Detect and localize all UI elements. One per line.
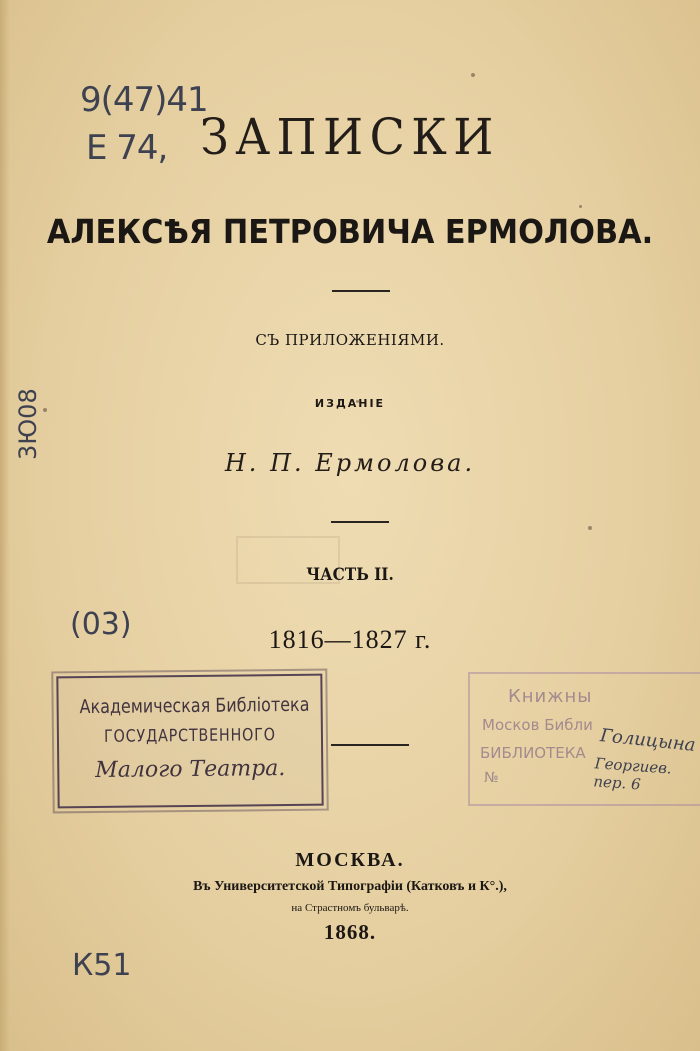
side-pencil-note: 3Ю08 <box>14 388 42 460</box>
book-title: ЗАПИСКИ <box>200 108 500 166</box>
appendices-line: СЪ ПРИЛОЖЕНІЯМИ. <box>255 331 445 349</box>
shelf-mark-line2: Е 74, <box>86 128 168 168</box>
owner-signature-line2: Георгиев. пер. 6 <box>592 754 673 794</box>
paper-spot <box>588 526 592 530</box>
imprint-year: 1868. <box>323 920 377 944</box>
book-stamp-number: № <box>484 770 499 786</box>
owner-signature-line1: Голицына <box>599 725 697 756</box>
paper-spot <box>356 400 359 403</box>
classification-code: (03) <box>70 607 132 642</box>
imprint-printer: Въ Университетской Типографіи (Катковъ и К°.), <box>193 879 507 894</box>
part-number: ЧАСТЬ II. <box>306 565 394 585</box>
divider-top <box>332 290 390 292</box>
imprint-street: на Страстномъ бульварѣ. <box>291 902 409 914</box>
book-stamp-line3: БИБЛИОТЕКА <box>480 744 586 762</box>
divider-bottom <box>331 744 409 746</box>
library-stamp-line1: Академическая Библіотека <box>79 693 310 719</box>
paper-spot <box>579 205 582 208</box>
shelf-mark-line1: 9(47)41 <box>80 80 208 120</box>
library-stamp <box>56 674 323 809</box>
book-stamp-line2: Москов Библи <box>482 716 593 734</box>
book-author: АЛЕКСѢЯ ПЕТРОВИЧА ЕРМОЛОВА. <box>46 212 654 251</box>
edition-label: ИЗДАНІЕ <box>314 397 386 410</box>
paper-spot <box>43 408 47 412</box>
paper-spot <box>471 73 475 77</box>
faded-book-stamp <box>468 672 700 806</box>
years-range: 1816—1827 г. <box>268 625 432 654</box>
book-stamp-line1: Книжны <box>508 686 593 707</box>
imprint-city: МОСКВА. <box>295 849 405 871</box>
library-stamp-line3: Малого Театра. <box>95 756 286 783</box>
library-stamp-line2: ГОСУДАРСТВЕННОГО <box>103 725 276 747</box>
bottom-pencil-note: К51 <box>72 948 132 983</box>
editor-name: Н. П. Ермолова. <box>224 449 476 477</box>
divider-middle <box>331 521 389 523</box>
